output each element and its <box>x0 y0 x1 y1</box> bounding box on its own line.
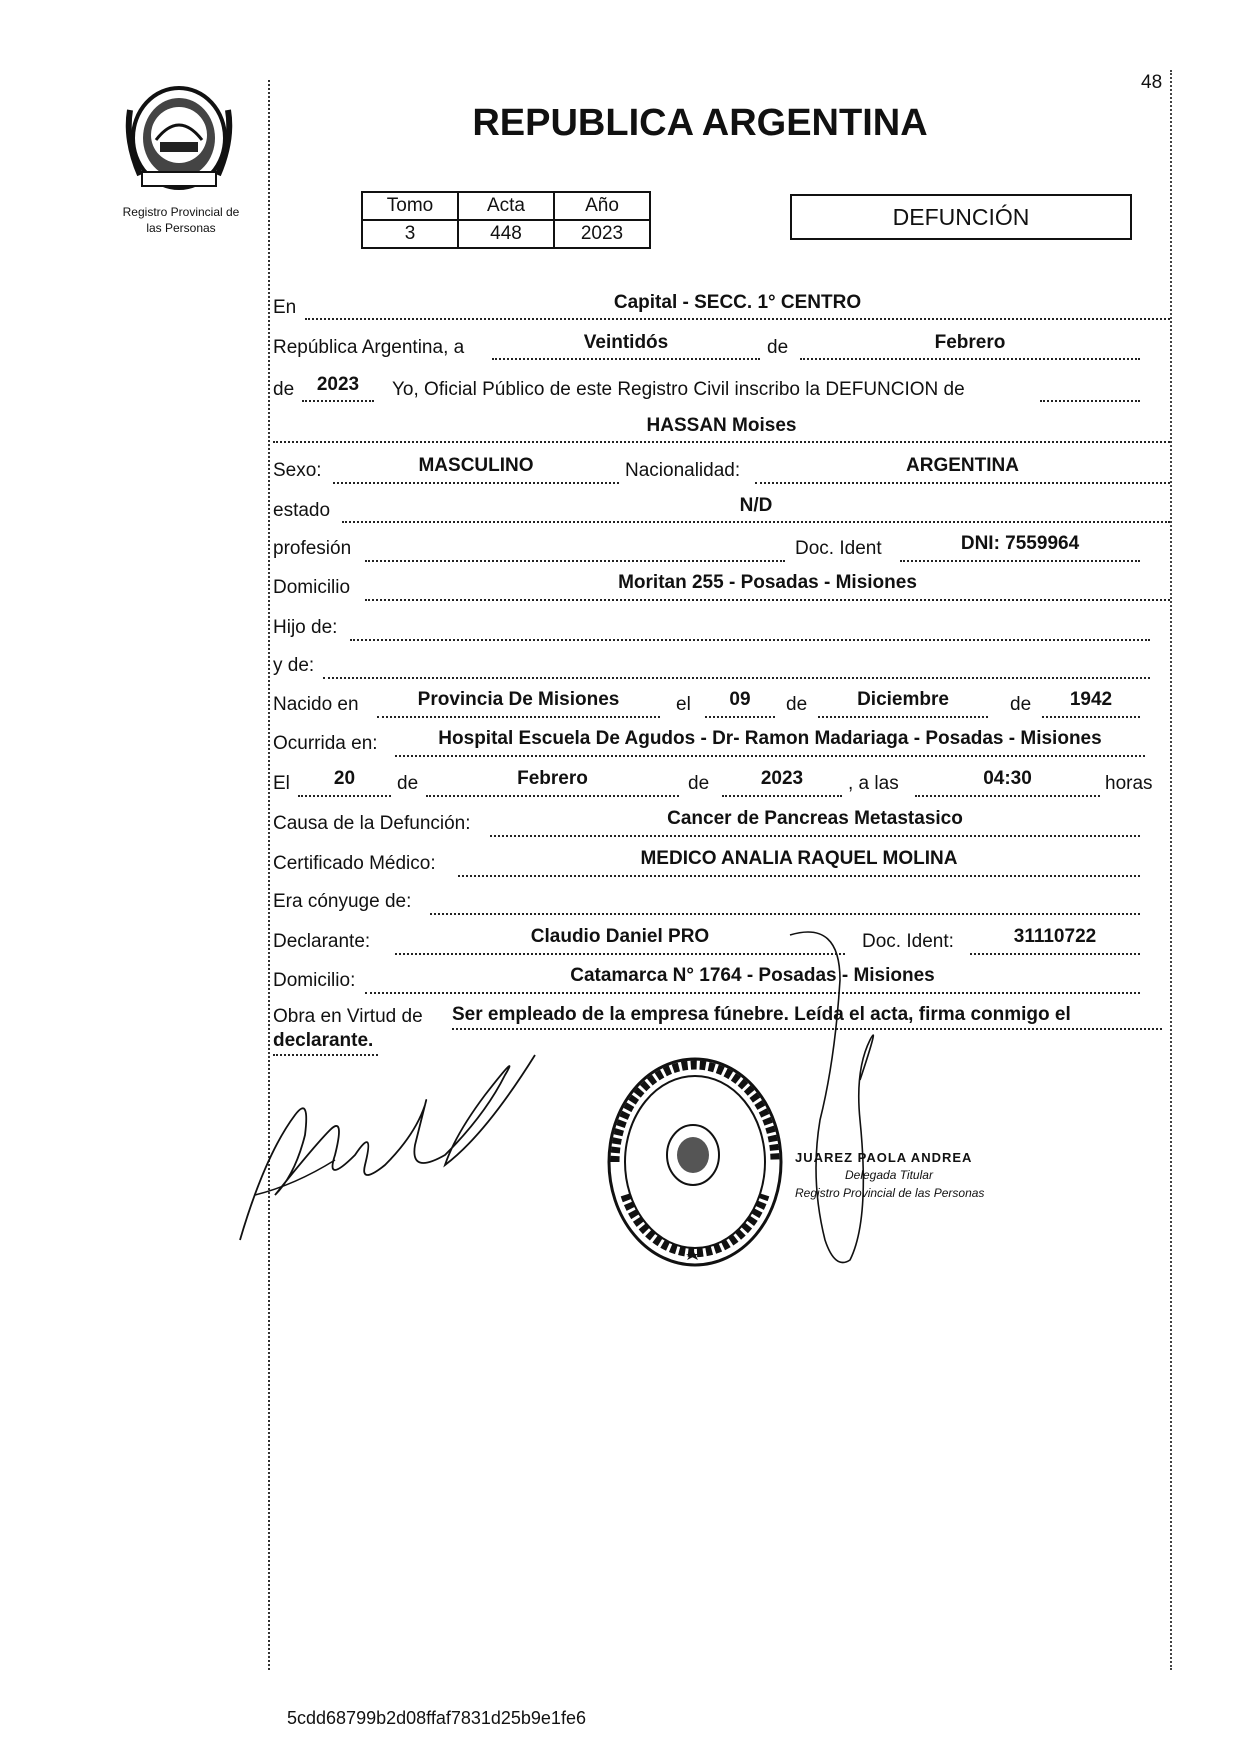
day-line <box>492 358 760 360</box>
obra-label: Obra en Virtud de <box>273 1006 423 1027</box>
province-logo <box>120 80 238 195</box>
obra-value-2: declarante. <box>273 1030 374 1051</box>
birth-day: 09 <box>729 689 751 710</box>
acta-header-tomo: Tomo <box>362 192 458 220</box>
en-line <box>305 318 1170 320</box>
birth-year: 1942 <box>1069 689 1113 710</box>
declarant-signature <box>235 1035 565 1245</box>
conyuge-line <box>430 913 1140 915</box>
acta-value-tomo: 3 <box>362 220 458 248</box>
acta-value-acta: 448 <box>458 220 554 248</box>
name-line <box>273 441 1170 443</box>
alas-label: , a las <box>848 773 899 794</box>
declarante-value: Claudio Daniel PRO <box>530 926 710 947</box>
domicilio-line <box>365 599 1170 601</box>
certificado-line <box>458 875 1140 877</box>
decl-domicilio-line <box>365 992 1140 994</box>
birth-day-line <box>705 716 775 718</box>
birth-year-line <box>1042 716 1140 718</box>
profesion-line <box>365 560 785 562</box>
acta-header-acta: Acta <box>458 192 554 220</box>
decl-doc-line <box>970 953 1140 955</box>
causa-value: Cancer de Pancreas Metastasico <box>667 808 963 829</box>
nacionalidad-value: ARGENTINA <box>906 455 1019 476</box>
republica-label: República Argentina, a <box>273 337 465 358</box>
hijo-label: Hijo de: <box>273 617 338 638</box>
estado-label: estado <box>273 500 331 521</box>
conyuge-label: Era cónyuge de: <box>273 891 412 912</box>
yo-text: Yo, Oficial Público de este Registro Civil inscribo la DEFUNCION de <box>392 379 965 400</box>
causa-label: Causa de la Defunción: <box>273 813 471 834</box>
nacido-value: Provincia De Misiones <box>417 689 620 710</box>
nacido-line <box>377 716 660 718</box>
sexo-label: Sexo: <box>273 460 322 481</box>
birth-de2-label: de <box>1010 694 1032 715</box>
birth-month: Diciembre <box>857 689 949 710</box>
el2-label: El <box>273 773 290 794</box>
year-line <box>302 400 374 402</box>
acta-table <box>361 191 651 249</box>
doc-ident-line <box>900 560 1140 562</box>
death-de1-label: de <box>397 773 419 794</box>
yo-line <box>1040 400 1140 402</box>
day-value: Veintidós <box>583 332 669 353</box>
horas-label: horas <box>1105 773 1153 794</box>
decl-domicilio-value: Catamarca N° 1764 - Posadas - Misiones <box>570 965 935 986</box>
acta-header-anio: Año <box>554 192 650 220</box>
page-title: REPUBLICA ARGENTINA <box>472 102 928 144</box>
estado-line <box>342 521 1170 523</box>
month-line <box>800 358 1140 360</box>
de-label-2: de <box>273 379 295 400</box>
doc-ident-value: DNI: 7559964 <box>960 533 1080 554</box>
deceased-name: HASSAN Moises <box>646 415 797 436</box>
month-value: Febrero <box>934 332 1006 353</box>
certificado-label: Certificado Médico: <box>273 853 436 874</box>
official-role: Delegada Titular <box>845 1168 933 1182</box>
logo-caption-line1: Registro Provincial de <box>122 205 240 219</box>
yde-line <box>323 677 1150 679</box>
death-time: 04:30 <box>983 768 1032 789</box>
right-margin-line <box>1170 70 1172 1670</box>
ocurrida-line <box>395 755 1145 757</box>
decl-doc-label: Doc. Ident: <box>862 931 954 952</box>
sexo-value: MASCULINO <box>418 455 534 476</box>
de-label: de <box>767 337 789 358</box>
left-margin-line <box>268 80 270 1670</box>
obra-value: Ser empleado de la empresa fúnebre. Leída el acta, firma conmigo el <box>452 1004 1071 1025</box>
death-month: Febrero <box>517 768 588 789</box>
official-name: JUAREZ PAOLA ANDREA <box>795 1150 973 1165</box>
death-year-line <box>722 795 842 797</box>
official-stamp <box>605 1055 785 1270</box>
death-day: 20 <box>333 768 356 789</box>
declarante-label: Declarante: <box>273 931 371 952</box>
yde-label: y de: <box>273 655 315 676</box>
nacionalidad-label: Nacionalidad: <box>625 460 741 481</box>
document-hash: 5cdd68799b2d08ffaf7831d25b9e1fe6 <box>287 1708 586 1728</box>
causa-line <box>490 835 1140 837</box>
ocurrida-value: Hospital Escuela De Agudos - Dr- Ramon Madariaga - Posadas - Misiones <box>438 728 1102 749</box>
hijo-line <box>350 639 1150 641</box>
el-label: el <box>676 694 691 715</box>
death-time-line <box>915 795 1100 797</box>
official-signature <box>780 920 900 1280</box>
death-month-line <box>426 795 679 797</box>
document-type-box: DEFUNCIÓN <box>790 194 1132 240</box>
profesion-label: profesión <box>273 538 352 559</box>
estado-value: N/D <box>739 495 773 516</box>
birth-month-line <box>818 716 988 718</box>
logo-caption-line2: las Personas <box>146 221 216 235</box>
en-value: Capital - SECC. 1° CENTRO <box>613 292 862 313</box>
decl-domicilio-label: Domicilio: <box>273 970 356 991</box>
certificado-value: MEDICO ANALIA RAQUEL MOLINA <box>640 848 958 869</box>
logo-caption <box>96 204 266 236</box>
doc-ident-label: Doc. Ident <box>795 538 882 559</box>
year-value: 2023 <box>316 374 360 395</box>
declarante-line <box>395 953 845 955</box>
official-office: Registro Provincial de las Personas <box>795 1186 985 1200</box>
acta-value-anio: 2023 <box>554 220 650 248</box>
death-day-line <box>298 795 391 797</box>
death-de2-label: de <box>688 773 710 794</box>
sexo-line <box>333 482 619 484</box>
ocurrida-label: Ocurrida en: <box>273 733 378 754</box>
domicilio-label: Domicilio <box>273 577 351 598</box>
page-number: 48 <box>1141 72 1163 93</box>
en-label: En <box>273 297 297 318</box>
decl-doc-value: 31110722 <box>1013 926 1097 947</box>
nacionalidad-line <box>755 482 1170 484</box>
nacido-label: Nacido en <box>273 694 359 715</box>
death-year: 2023 <box>760 768 804 789</box>
domicilio-value: Moritan 255 - Posadas - Misiones <box>618 572 917 593</box>
birth-de1-label: de <box>786 694 808 715</box>
